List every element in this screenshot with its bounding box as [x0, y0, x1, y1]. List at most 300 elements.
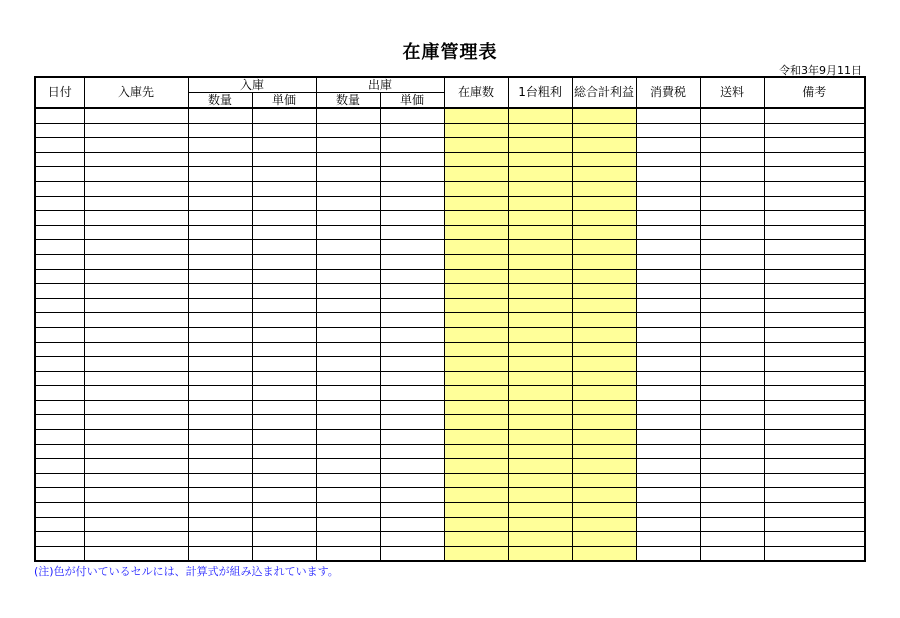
- cell-outbound-quantity[interactable]: [316, 400, 380, 415]
- cell-consumption-tax[interactable]: [636, 517, 700, 532]
- cell-stock[interactable]: [444, 473, 508, 488]
- cell-outbound-quantity[interactable]: [316, 459, 380, 474]
- cell-total-profit[interactable]: [572, 284, 636, 299]
- cell-outbound-quantity[interactable]: [316, 488, 380, 503]
- cell-date[interactable]: [35, 415, 84, 430]
- cell-stock[interactable]: [444, 254, 508, 269]
- cell-gross-profit-per-unit[interactable]: [508, 298, 572, 313]
- cell-remarks[interactable]: [764, 400, 865, 415]
- cell-remarks[interactable]: [764, 313, 865, 328]
- cell-stock[interactable]: [444, 503, 508, 518]
- cell-outbound-quantity[interactable]: [316, 415, 380, 430]
- cell-inbound-quantity[interactable]: [188, 254, 252, 269]
- cell-total-profit[interactable]: [572, 108, 636, 123]
- cell-date[interactable]: [35, 342, 84, 357]
- cell-outbound-unit-price[interactable]: [380, 313, 444, 328]
- cell-outbound-unit-price[interactable]: [380, 444, 444, 459]
- cell-supplier[interactable]: [84, 517, 188, 532]
- cell-total-profit[interactable]: [572, 386, 636, 401]
- cell-supplier[interactable]: [84, 386, 188, 401]
- cell-outbound-quantity[interactable]: [316, 371, 380, 386]
- cell-remarks[interactable]: [764, 167, 865, 182]
- cell-date[interactable]: [35, 488, 84, 503]
- cell-inbound-quantity[interactable]: [188, 152, 252, 167]
- cell-outbound-quantity[interactable]: [316, 327, 380, 342]
- cell-supplier[interactable]: [84, 503, 188, 518]
- cell-consumption-tax[interactable]: [636, 430, 700, 445]
- cell-shipping[interactable]: [700, 517, 764, 532]
- cell-outbound-quantity[interactable]: [316, 152, 380, 167]
- cell-total-profit[interactable]: [572, 546, 636, 561]
- cell-supplier[interactable]: [84, 108, 188, 123]
- cell-outbound-quantity[interactable]: [316, 225, 380, 240]
- cell-date[interactable]: [35, 473, 84, 488]
- cell-consumption-tax[interactable]: [636, 167, 700, 182]
- cell-gross-profit-per-unit[interactable]: [508, 415, 572, 430]
- cell-shipping[interactable]: [700, 459, 764, 474]
- cell-outbound-unit-price[interactable]: [380, 108, 444, 123]
- cell-shipping[interactable]: [700, 123, 764, 138]
- cell-inbound-quantity[interactable]: [188, 444, 252, 459]
- cell-supplier[interactable]: [84, 167, 188, 182]
- cell-inbound-unit-price[interactable]: [252, 211, 316, 226]
- cell-outbound-unit-price[interactable]: [380, 473, 444, 488]
- cell-date[interactable]: [35, 123, 84, 138]
- cell-gross-profit-per-unit[interactable]: [508, 473, 572, 488]
- cell-outbound-unit-price[interactable]: [380, 517, 444, 532]
- cell-inbound-quantity[interactable]: [188, 284, 252, 299]
- cell-shipping[interactable]: [700, 211, 764, 226]
- cell-stock[interactable]: [444, 225, 508, 240]
- cell-inbound-unit-price[interactable]: [252, 400, 316, 415]
- cell-supplier[interactable]: [84, 430, 188, 445]
- cell-stock[interactable]: [444, 430, 508, 445]
- cell-stock[interactable]: [444, 152, 508, 167]
- cell-outbound-unit-price[interactable]: [380, 371, 444, 386]
- cell-remarks[interactable]: [764, 503, 865, 518]
- cell-shipping[interactable]: [700, 284, 764, 299]
- cell-shipping[interactable]: [700, 196, 764, 211]
- cell-gross-profit-per-unit[interactable]: [508, 269, 572, 284]
- cell-date[interactable]: [35, 152, 84, 167]
- cell-consumption-tax[interactable]: [636, 313, 700, 328]
- cell-total-profit[interactable]: [572, 196, 636, 211]
- cell-shipping[interactable]: [700, 415, 764, 430]
- cell-shipping[interactable]: [700, 400, 764, 415]
- cell-date[interactable]: [35, 298, 84, 313]
- cell-outbound-unit-price[interactable]: [380, 400, 444, 415]
- cell-total-profit[interactable]: [572, 211, 636, 226]
- cell-supplier[interactable]: [84, 284, 188, 299]
- cell-date[interactable]: [35, 430, 84, 445]
- cell-consumption-tax[interactable]: [636, 152, 700, 167]
- cell-date[interactable]: [35, 269, 84, 284]
- cell-consumption-tax[interactable]: [636, 459, 700, 474]
- cell-outbound-unit-price[interactable]: [380, 167, 444, 182]
- cell-inbound-quantity[interactable]: [188, 196, 252, 211]
- cell-remarks[interactable]: [764, 240, 865, 255]
- cell-total-profit[interactable]: [572, 138, 636, 153]
- cell-inbound-quantity[interactable]: [188, 298, 252, 313]
- cell-inbound-unit-price[interactable]: [252, 108, 316, 123]
- cell-date[interactable]: [35, 371, 84, 386]
- cell-shipping[interactable]: [700, 254, 764, 269]
- cell-supplier[interactable]: [84, 459, 188, 474]
- cell-total-profit[interactable]: [572, 400, 636, 415]
- cell-remarks[interactable]: [764, 269, 865, 284]
- cell-outbound-quantity[interactable]: [316, 532, 380, 547]
- cell-stock[interactable]: [444, 284, 508, 299]
- cell-consumption-tax[interactable]: [636, 225, 700, 240]
- cell-outbound-quantity[interactable]: [316, 444, 380, 459]
- cell-stock[interactable]: [444, 546, 508, 561]
- cell-consumption-tax[interactable]: [636, 357, 700, 372]
- cell-gross-profit-per-unit[interactable]: [508, 225, 572, 240]
- cell-gross-profit-per-unit[interactable]: [508, 123, 572, 138]
- cell-remarks[interactable]: [764, 225, 865, 240]
- cell-remarks[interactable]: [764, 327, 865, 342]
- cell-outbound-unit-price[interactable]: [380, 240, 444, 255]
- cell-inbound-unit-price[interactable]: [252, 546, 316, 561]
- cell-consumption-tax[interactable]: [636, 532, 700, 547]
- cell-date[interactable]: [35, 400, 84, 415]
- cell-inbound-quantity[interactable]: [188, 415, 252, 430]
- cell-outbound-quantity[interactable]: [316, 430, 380, 445]
- cell-shipping[interactable]: [700, 386, 764, 401]
- cell-gross-profit-per-unit[interactable]: [508, 503, 572, 518]
- cell-outbound-quantity[interactable]: [316, 546, 380, 561]
- cell-supplier[interactable]: [84, 123, 188, 138]
- cell-stock[interactable]: [444, 327, 508, 342]
- cell-date[interactable]: [35, 225, 84, 240]
- cell-inbound-unit-price[interactable]: [252, 138, 316, 153]
- cell-supplier[interactable]: [84, 225, 188, 240]
- cell-remarks[interactable]: [764, 152, 865, 167]
- cell-inbound-quantity[interactable]: [188, 167, 252, 182]
- cell-remarks[interactable]: [764, 138, 865, 153]
- cell-gross-profit-per-unit[interactable]: [508, 357, 572, 372]
- cell-inbound-unit-price[interactable]: [252, 503, 316, 518]
- cell-supplier[interactable]: [84, 546, 188, 561]
- cell-outbound-unit-price[interactable]: [380, 181, 444, 196]
- cell-remarks[interactable]: [764, 284, 865, 299]
- cell-shipping[interactable]: [700, 371, 764, 386]
- cell-outbound-unit-price[interactable]: [380, 430, 444, 445]
- cell-outbound-quantity[interactable]: [316, 503, 380, 518]
- cell-remarks[interactable]: [764, 517, 865, 532]
- cell-shipping[interactable]: [700, 430, 764, 445]
- cell-remarks[interactable]: [764, 386, 865, 401]
- cell-outbound-unit-price[interactable]: [380, 532, 444, 547]
- cell-supplier[interactable]: [84, 254, 188, 269]
- cell-consumption-tax[interactable]: [636, 240, 700, 255]
- cell-consumption-tax[interactable]: [636, 400, 700, 415]
- cell-inbound-quantity[interactable]: [188, 546, 252, 561]
- cell-remarks[interactable]: [764, 298, 865, 313]
- cell-total-profit[interactable]: [572, 371, 636, 386]
- cell-outbound-quantity[interactable]: [316, 298, 380, 313]
- cell-outbound-unit-price[interactable]: [380, 123, 444, 138]
- cell-total-profit[interactable]: [572, 430, 636, 445]
- cell-inbound-quantity[interactable]: [188, 503, 252, 518]
- cell-remarks[interactable]: [764, 430, 865, 445]
- cell-stock[interactable]: [444, 371, 508, 386]
- cell-outbound-unit-price[interactable]: [380, 357, 444, 372]
- cell-supplier[interactable]: [84, 415, 188, 430]
- cell-outbound-quantity[interactable]: [316, 342, 380, 357]
- cell-remarks[interactable]: [764, 357, 865, 372]
- cell-gross-profit-per-unit[interactable]: [508, 400, 572, 415]
- cell-consumption-tax[interactable]: [636, 269, 700, 284]
- cell-inbound-quantity[interactable]: [188, 181, 252, 196]
- cell-outbound-quantity[interactable]: [316, 167, 380, 182]
- cell-outbound-unit-price[interactable]: [380, 342, 444, 357]
- cell-date[interactable]: [35, 546, 84, 561]
- cell-inbound-quantity[interactable]: [188, 517, 252, 532]
- cell-inbound-unit-price[interactable]: [252, 123, 316, 138]
- cell-supplier[interactable]: [84, 488, 188, 503]
- cell-inbound-quantity[interactable]: [188, 108, 252, 123]
- cell-gross-profit-per-unit[interactable]: [508, 196, 572, 211]
- cell-shipping[interactable]: [700, 532, 764, 547]
- cell-supplier[interactable]: [84, 342, 188, 357]
- cell-date[interactable]: [35, 444, 84, 459]
- cell-supplier[interactable]: [84, 211, 188, 226]
- cell-stock[interactable]: [444, 269, 508, 284]
- cell-stock[interactable]: [444, 459, 508, 474]
- cell-outbound-unit-price[interactable]: [380, 138, 444, 153]
- cell-supplier[interactable]: [84, 313, 188, 328]
- cell-inbound-unit-price[interactable]: [252, 284, 316, 299]
- cell-gross-profit-per-unit[interactable]: [508, 532, 572, 547]
- cell-remarks[interactable]: [764, 459, 865, 474]
- cell-inbound-unit-price[interactable]: [252, 225, 316, 240]
- cell-inbound-unit-price[interactable]: [252, 517, 316, 532]
- cell-total-profit[interactable]: [572, 459, 636, 474]
- cell-date[interactable]: [35, 327, 84, 342]
- cell-inbound-unit-price[interactable]: [252, 473, 316, 488]
- cell-outbound-quantity[interactable]: [316, 357, 380, 372]
- cell-outbound-unit-price[interactable]: [380, 269, 444, 284]
- cell-outbound-unit-price[interactable]: [380, 211, 444, 226]
- cell-outbound-unit-price[interactable]: [380, 488, 444, 503]
- cell-inbound-quantity[interactable]: [188, 488, 252, 503]
- cell-remarks[interactable]: [764, 254, 865, 269]
- cell-consumption-tax[interactable]: [636, 298, 700, 313]
- cell-inbound-unit-price[interactable]: [252, 488, 316, 503]
- cell-remarks[interactable]: [764, 123, 865, 138]
- cell-inbound-unit-price[interactable]: [252, 298, 316, 313]
- cell-stock[interactable]: [444, 342, 508, 357]
- cell-shipping[interactable]: [700, 313, 764, 328]
- cell-gross-profit-per-unit[interactable]: [508, 371, 572, 386]
- cell-gross-profit-per-unit[interactable]: [508, 327, 572, 342]
- cell-inbound-quantity[interactable]: [188, 430, 252, 445]
- cell-shipping[interactable]: [700, 488, 764, 503]
- cell-gross-profit-per-unit[interactable]: [508, 167, 572, 182]
- cell-stock[interactable]: [444, 240, 508, 255]
- cell-gross-profit-per-unit[interactable]: [508, 342, 572, 357]
- cell-inbound-unit-price[interactable]: [252, 459, 316, 474]
- cell-shipping[interactable]: [700, 327, 764, 342]
- cell-supplier[interactable]: [84, 532, 188, 547]
- cell-total-profit[interactable]: [572, 327, 636, 342]
- cell-stock[interactable]: [444, 444, 508, 459]
- cell-consumption-tax[interactable]: [636, 444, 700, 459]
- cell-remarks[interactable]: [764, 342, 865, 357]
- cell-inbound-unit-price[interactable]: [252, 152, 316, 167]
- cell-inbound-unit-price[interactable]: [252, 532, 316, 547]
- cell-inbound-quantity[interactable]: [188, 225, 252, 240]
- cell-gross-profit-per-unit[interactable]: [508, 181, 572, 196]
- cell-gross-profit-per-unit[interactable]: [508, 254, 572, 269]
- cell-date[interactable]: [35, 357, 84, 372]
- cell-shipping[interactable]: [700, 240, 764, 255]
- cell-gross-profit-per-unit[interactable]: [508, 459, 572, 474]
- cell-supplier[interactable]: [84, 196, 188, 211]
- cell-gross-profit-per-unit[interactable]: [508, 517, 572, 532]
- cell-supplier[interactable]: [84, 357, 188, 372]
- cell-shipping[interactable]: [700, 181, 764, 196]
- cell-remarks[interactable]: [764, 473, 865, 488]
- cell-outbound-unit-price[interactable]: [380, 327, 444, 342]
- cell-consumption-tax[interactable]: [636, 371, 700, 386]
- cell-remarks[interactable]: [764, 546, 865, 561]
- cell-stock[interactable]: [444, 123, 508, 138]
- cell-date[interactable]: [35, 532, 84, 547]
- cell-date[interactable]: [35, 459, 84, 474]
- cell-consumption-tax[interactable]: [636, 108, 700, 123]
- cell-total-profit[interactable]: [572, 298, 636, 313]
- cell-outbound-unit-price[interactable]: [380, 298, 444, 313]
- cell-supplier[interactable]: [84, 444, 188, 459]
- cell-outbound-unit-price[interactable]: [380, 196, 444, 211]
- cell-shipping[interactable]: [700, 225, 764, 240]
- cell-outbound-unit-price[interactable]: [380, 546, 444, 561]
- cell-outbound-unit-price[interactable]: [380, 225, 444, 240]
- cell-remarks[interactable]: [764, 196, 865, 211]
- cell-outbound-unit-price[interactable]: [380, 503, 444, 518]
- cell-consumption-tax[interactable]: [636, 488, 700, 503]
- cell-gross-profit-per-unit[interactable]: [508, 386, 572, 401]
- cell-inbound-quantity[interactable]: [188, 386, 252, 401]
- cell-outbound-quantity[interactable]: [316, 386, 380, 401]
- cell-stock[interactable]: [444, 386, 508, 401]
- cell-outbound-unit-price[interactable]: [380, 459, 444, 474]
- cell-supplier[interactable]: [84, 152, 188, 167]
- cell-inbound-quantity[interactable]: [188, 313, 252, 328]
- cell-inbound-unit-price[interactable]: [252, 415, 316, 430]
- cell-inbound-unit-price[interactable]: [252, 313, 316, 328]
- cell-total-profit[interactable]: [572, 473, 636, 488]
- cell-gross-profit-per-unit[interactable]: [508, 444, 572, 459]
- cell-outbound-quantity[interactable]: [316, 473, 380, 488]
- cell-shipping[interactable]: [700, 473, 764, 488]
- cell-supplier[interactable]: [84, 269, 188, 284]
- cell-stock[interactable]: [444, 298, 508, 313]
- cell-stock[interactable]: [444, 400, 508, 415]
- cell-date[interactable]: [35, 313, 84, 328]
- cell-consumption-tax[interactable]: [636, 284, 700, 299]
- cell-supplier[interactable]: [84, 327, 188, 342]
- cell-stock[interactable]: [444, 211, 508, 226]
- cell-inbound-quantity[interactable]: [188, 327, 252, 342]
- cell-date[interactable]: [35, 167, 84, 182]
- cell-gross-profit-per-unit[interactable]: [508, 488, 572, 503]
- cell-inbound-unit-price[interactable]: [252, 327, 316, 342]
- cell-shipping[interactable]: [700, 444, 764, 459]
- cell-shipping[interactable]: [700, 108, 764, 123]
- cell-inbound-quantity[interactable]: [188, 138, 252, 153]
- cell-gross-profit-per-unit[interactable]: [508, 152, 572, 167]
- cell-inbound-quantity[interactable]: [188, 240, 252, 255]
- cell-date[interactable]: [35, 386, 84, 401]
- cell-date[interactable]: [35, 240, 84, 255]
- cell-date[interactable]: [35, 138, 84, 153]
- cell-inbound-unit-price[interactable]: [252, 371, 316, 386]
- cell-stock[interactable]: [444, 138, 508, 153]
- cell-stock[interactable]: [444, 313, 508, 328]
- cell-gross-profit-per-unit[interactable]: [508, 138, 572, 153]
- cell-gross-profit-per-unit[interactable]: [508, 430, 572, 445]
- cell-stock[interactable]: [444, 357, 508, 372]
- cell-consumption-tax[interactable]: [636, 342, 700, 357]
- cell-gross-profit-per-unit[interactable]: [508, 284, 572, 299]
- cell-consumption-tax[interactable]: [636, 196, 700, 211]
- cell-remarks[interactable]: [764, 371, 865, 386]
- cell-gross-profit-per-unit[interactable]: [508, 108, 572, 123]
- cell-shipping[interactable]: [700, 342, 764, 357]
- cell-date[interactable]: [35, 503, 84, 518]
- cell-outbound-quantity[interactable]: [316, 181, 380, 196]
- cell-consumption-tax[interactable]: [636, 503, 700, 518]
- cell-total-profit[interactable]: [572, 503, 636, 518]
- cell-inbound-quantity[interactable]: [188, 459, 252, 474]
- cell-total-profit[interactable]: [572, 225, 636, 240]
- cell-inbound-unit-price[interactable]: [252, 342, 316, 357]
- cell-consumption-tax[interactable]: [636, 254, 700, 269]
- cell-outbound-unit-price[interactable]: [380, 284, 444, 299]
- cell-inbound-quantity[interactable]: [188, 400, 252, 415]
- cell-inbound-unit-price[interactable]: [252, 444, 316, 459]
- cell-remarks[interactable]: [764, 532, 865, 547]
- cell-consumption-tax[interactable]: [636, 386, 700, 401]
- cell-outbound-unit-price[interactable]: [380, 254, 444, 269]
- cell-supplier[interactable]: [84, 473, 188, 488]
- cell-total-profit[interactable]: [572, 123, 636, 138]
- cell-supplier[interactable]: [84, 138, 188, 153]
- cell-supplier[interactable]: [84, 240, 188, 255]
- cell-inbound-quantity[interactable]: [188, 342, 252, 357]
- cell-inbound-unit-price[interactable]: [252, 254, 316, 269]
- cell-shipping[interactable]: [700, 269, 764, 284]
- cell-total-profit[interactable]: [572, 269, 636, 284]
- cell-inbound-unit-price[interactable]: [252, 196, 316, 211]
- cell-total-profit[interactable]: [572, 254, 636, 269]
- cell-remarks[interactable]: [764, 211, 865, 226]
- cell-total-profit[interactable]: [572, 415, 636, 430]
- cell-inbound-unit-price[interactable]: [252, 430, 316, 445]
- cell-date[interactable]: [35, 196, 84, 211]
- cell-inbound-unit-price[interactable]: [252, 386, 316, 401]
- cell-consumption-tax[interactable]: [636, 415, 700, 430]
- cell-total-profit[interactable]: [572, 313, 636, 328]
- cell-total-profit[interactable]: [572, 240, 636, 255]
- cell-supplier[interactable]: [84, 371, 188, 386]
- cell-inbound-unit-price[interactable]: [252, 181, 316, 196]
- cell-shipping[interactable]: [700, 152, 764, 167]
- cell-total-profit[interactable]: [572, 167, 636, 182]
